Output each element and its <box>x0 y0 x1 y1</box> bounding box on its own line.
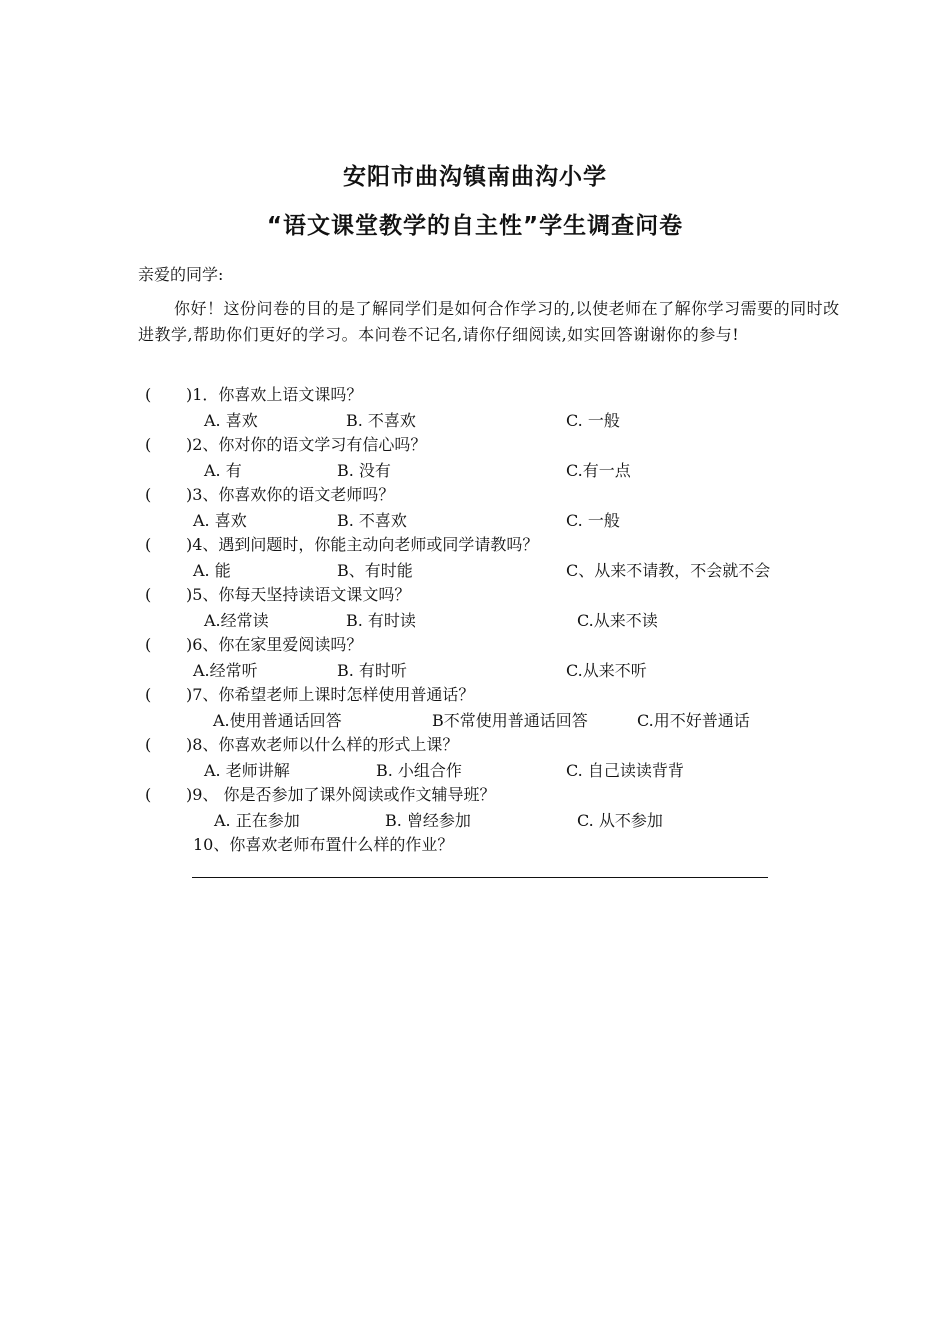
q9-option-c[interactable]: C. 从不参加 <box>577 811 663 830</box>
answer-bracket-1[interactable]: ( <box>145 385 152 404</box>
q1-option-c[interactable]: C. 一般 <box>566 411 620 430</box>
q7-option-b[interactable]: B不常使用普通话回答 <box>432 711 588 730</box>
q5-option-c[interactable]: C.从来不读 <box>577 611 658 630</box>
question-8: )8、你喜欢老师以什么样的形式上课？ <box>186 735 459 754</box>
question-2: )2、你对你的语文学习有信心吗？ <box>186 435 427 454</box>
school-name: 安阳市曲沟镇南曲沟小学 <box>343 164 607 190</box>
answer-bracket-2[interactable]: ( <box>145 435 152 454</box>
greeting: 亲爱的同学: <box>138 265 224 284</box>
question-1: )1．你喜欢上语文课吗？ <box>186 385 363 404</box>
q4-option-b[interactable]: B、有时能 <box>337 561 413 580</box>
answer-bracket-3[interactable]: ( <box>145 485 152 504</box>
q5-option-b[interactable]: B. 有时读 <box>346 611 416 630</box>
intro-paragraph: 你好！这份问卷的目的是了解同学们是如何合作学习的,以使老师在了解你学习需要的同时改进教学,帮助你们更好的学习。本问卷不记名,请你仔细阅读,如实回答谢谢你的参与! <box>138 299 840 344</box>
q8-option-b[interactable]: B. 小组合作 <box>376 761 462 780</box>
answer-bracket-5[interactable]: ( <box>145 585 152 604</box>
question-10: 10、你喜欢老师布置什么样的作业？ <box>193 835 454 854</box>
answer-bracket-6[interactable]: ( <box>145 635 152 654</box>
answer-bracket-9[interactable]: ( <box>145 785 152 804</box>
q4-option-c[interactable]: C、从来不请教，不会就不会 <box>566 561 771 580</box>
question-6: )6、你在家里爱阅读吗？ <box>186 635 363 654</box>
q6-option-a[interactable]: A.经常听 <box>193 661 258 680</box>
q7-option-a[interactable]: A.使用普通话回答 <box>213 711 342 730</box>
q1-option-a[interactable]: A. 喜欢 <box>204 411 258 430</box>
answer-bracket-4[interactable]: ( <box>145 535 152 554</box>
answer-line-10[interactable] <box>192 877 768 878</box>
q5-option-a[interactable]: A.经常读 <box>204 611 269 630</box>
question-9: )9、 你是否参加了课外阅读或作文辅导班？ <box>186 785 496 804</box>
survey-title: “语文课堂教学的自主性”学生调查问卷 <box>266 213 684 239</box>
q9-option-a[interactable]: A. 正在参加 <box>214 811 300 830</box>
answer-bracket-7[interactable]: ( <box>145 685 152 704</box>
q8-option-c[interactable]: C. 自己读读背背 <box>566 761 684 780</box>
q3-option-c[interactable]: C. 一般 <box>566 511 620 530</box>
q6-option-b[interactable]: B. 有时听 <box>337 661 407 680</box>
question-4: )4、遇到问题时，你能主动向老师或同学请教吗？ <box>186 535 539 554</box>
q3-option-b[interactable]: B. 不喜欢 <box>337 511 407 530</box>
q2-option-b[interactable]: B. 没有 <box>337 461 391 480</box>
question-7: )7、你希望老师上课时怎样使用普通话？ <box>186 685 475 704</box>
q8-option-a[interactable]: A. 老师讲解 <box>204 761 290 780</box>
q4-option-a[interactable]: A. 能 <box>193 561 231 580</box>
answer-bracket-8[interactable]: ( <box>145 735 152 754</box>
question-5: )5、你每天坚持读语文课文吗？ <box>186 585 411 604</box>
q1-option-b[interactable]: B. 不喜欢 <box>346 411 416 430</box>
q9-option-b[interactable]: B. 曾经参加 <box>385 811 471 830</box>
q3-option-a[interactable]: A. 喜欢 <box>193 511 247 530</box>
q6-option-c[interactable]: C.从来不听 <box>566 661 647 680</box>
question-3: )3、你喜欢你的语文老师吗？ <box>186 485 395 504</box>
q2-option-c[interactable]: C.有一点 <box>566 461 631 480</box>
q2-option-a[interactable]: A. 有 <box>204 461 242 480</box>
q7-option-c[interactable]: C.用不好普通话 <box>637 711 750 730</box>
